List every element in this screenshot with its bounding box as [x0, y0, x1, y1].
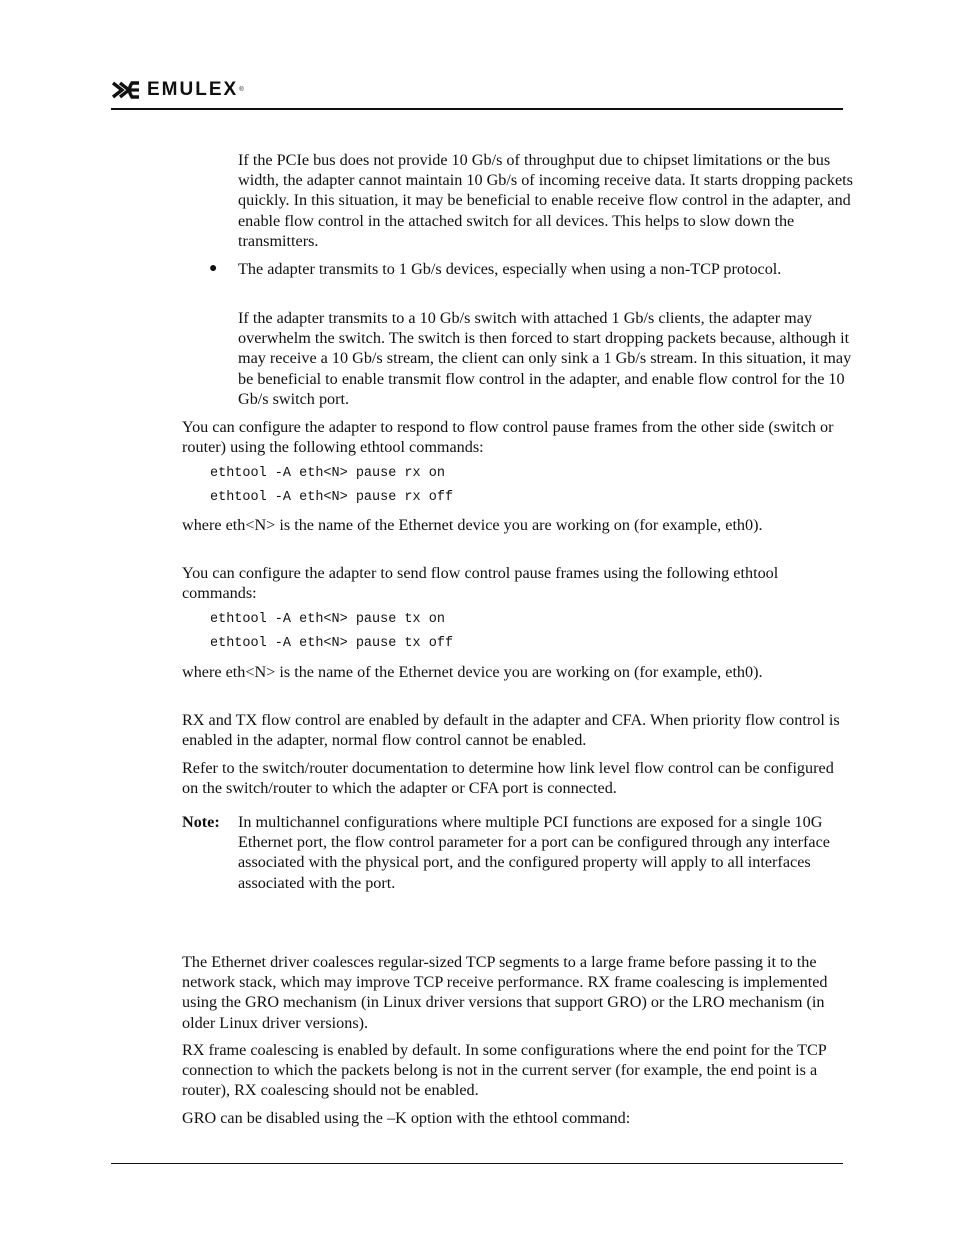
- coalescing-paragraph: The Ethernet driver coalesces regular-sized TCP segments to a large frame before passing it to the network stack, which may improve TCP receive performance. RX frame coalescing is implemented using the GRO mechanism (in Linux driver versions that support GRO) or the LRO mechanism (in older Linux driver versions).: [182, 953, 828, 1032]
- code-tx-off: ethtool -A eth<N> pause tx off: [210, 636, 454, 651]
- bullet-item-1gb-devices: The adapter transmits to 1 Gb/s devices, especially when using a non-TCP protocol.: [238, 260, 782, 278]
- gro-disable-paragraph: GRO can be disabled using the –K option with the ethtool command:: [182, 1109, 631, 1127]
- code-tx-on: ethtool -A eth<N> pause tx on: [210, 612, 445, 627]
- page-header: [111, 79, 244, 101]
- coalescing-default-paragraph: RX frame coalescing is enabled by default. In some configurations where the end point for the TCP connection to which the packets belong is not in the current server (for example, the end point is a router), RX coalescing should not be enabled.: [182, 1041, 827, 1100]
- header-rule: [111, 108, 843, 110]
- emulex-logo-icon: [111, 80, 141, 100]
- trademark-symbol: ®: [239, 87, 244, 93]
- eth-device-note-1: where eth<N> is the name of the Ethernet device you are working on (for example, eth0).: [182, 516, 763, 534]
- code-rx-on: ethtool -A eth<N> pause rx on: [210, 466, 445, 481]
- logo-text: EMULEX: [147, 79, 239, 100]
- bullet-icon: ●: [209, 261, 218, 276]
- respond-pause-paragraph: You can configure the adapter to respond to flow control pause frames from the other side (switch or router) using the following ethtool commands:: [182, 418, 834, 457]
- default-flow-control-paragraph: RX and TX flow control are enabled by default in the adapter and CFA. When priority flow control is enabled in the adapter, normal flow control cannot be enabled.: [182, 711, 840, 750]
- code-rx-off: ethtool -A eth<N> pause rx off: [210, 490, 454, 505]
- switch-docs-paragraph: Refer to the switch/router documentation to determine how link level flow control can be configured on the switch/router to which the adapter or CFA port is connected.: [182, 759, 834, 798]
- send-pause-paragraph: You can configure the adapter to send flow control pause frames using the following ethtool commands:: [182, 564, 779, 603]
- pcie-paragraph: If the PCIe bus does not provide 10 Gb/s of throughput due to chipset limitations or the bus width, the adapter cannot maintain 10 Gb/s of incoming receive data. It starts dropping packets quickly. In this situation, it may be beneficial to enable receive flow control in the adapter, and enable flow control in the attached switch for all devices. This helps to slow down the transmitters.: [238, 151, 853, 250]
- note-label: Note:: [182, 813, 220, 831]
- note-text: In multichannel configurations where multiple PCI functions are exposed for a single 10G Ethernet port, the flow control parameter for a port can be configured through any interface associated with the physical port, and the configured property will apply to all interfaces associated with the port.: [238, 813, 830, 892]
- switch-overwhelm-paragraph: If the adapter transmits to a 10 Gb/s switch with attached 1 Gb/s clients, the adapter may overwhelm the switch. The switch is then forced to start dropping packets because, although it may receive a 10 Gb/s stream, the client can only sink a 1 Gb/s stream. In this situation, it may be beneficial to enable transmit flow control in the adapter, and enable flow control for the 10 Gb/s switch port.: [238, 309, 852, 408]
- footer-rule: [111, 1163, 843, 1164]
- eth-device-note-2: where eth<N> is the name of the Ethernet device you are working on (for example, eth0).: [182, 663, 763, 681]
